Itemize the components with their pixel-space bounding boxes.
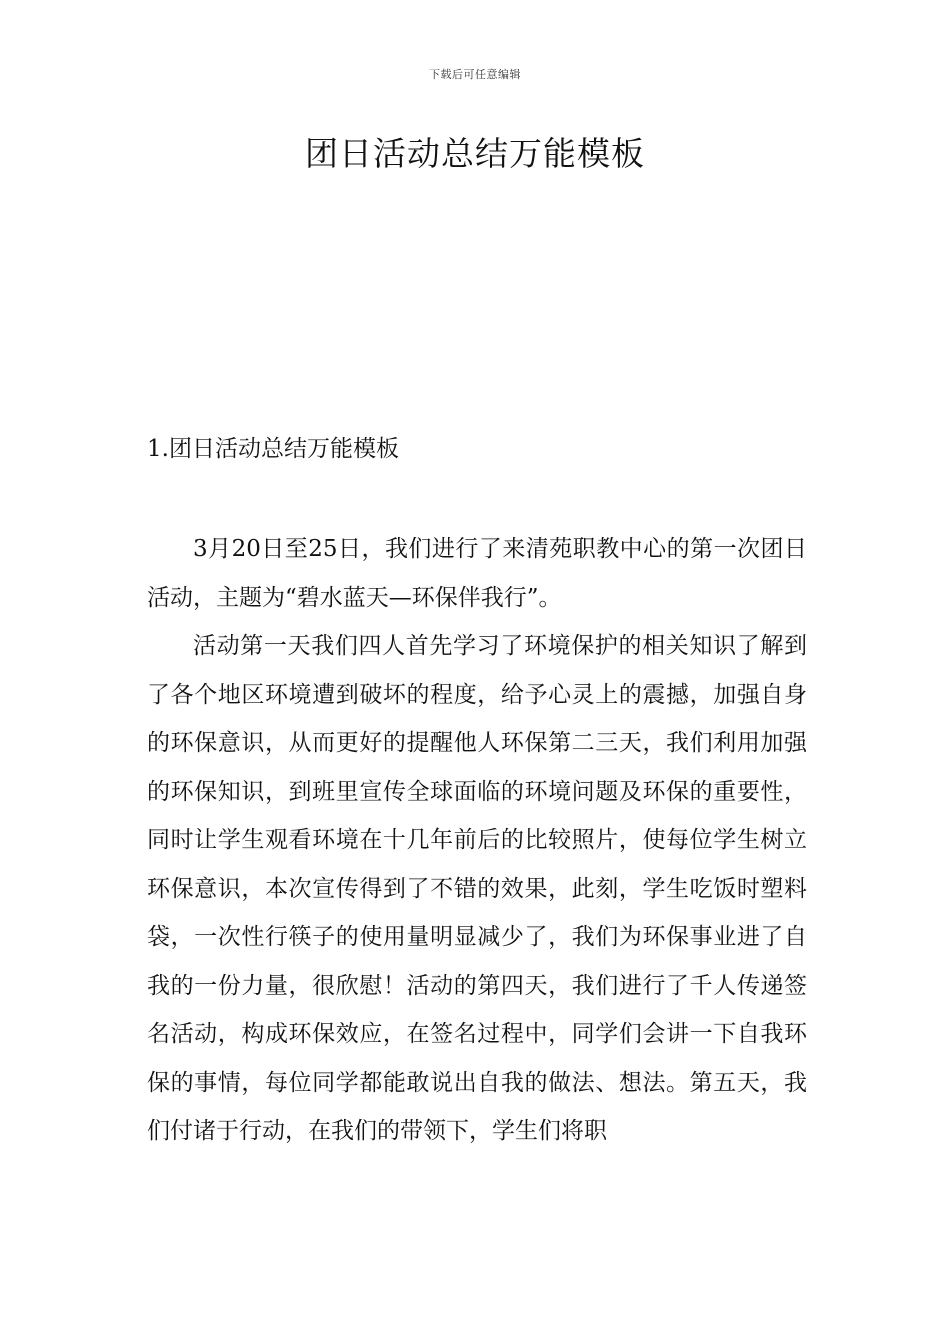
document-title: 团日活动总结万能模板 <box>305 134 645 173</box>
paragraph-2: 活动第一天我们四人首先学习了环境保护的相关知识了解到了各个地区环境遭到破坏的程度，给予心灵上的震撼，加强自身的环保意识，从而更好的提醒他人环保第二三天，我们利用加强的环保知识，到班里宣传全球面临的环境问题及环保的重要性，同时让学生观看环境在十几年前后的比较照片，使每位学生树立环保意识，本次宣传得到了不错的效果，此刻，学生吃饭时塑料袋，一次性行筷子的使用量明显减少了，我们为环保事业进了自我的一份力量，很欣慰！活动的第四天，我们进行了千人传递签名活动，构成环保效应，在签名过程中，同学们会讲一下自我环保的事情，每位同学都能敢说出自我的做法、想法。第五天，我们付诸于行动，在我们的带领下，学生们将职 <box>147 633 807 1144</box>
paragraph-1: 3月20日至25日，我们进行了来清苑职教中心的第一次团日活动，主题为“碧水蓝天—环保伴我行”。 <box>147 536 807 611</box>
header-note: 下载后可任意编辑 <box>429 68 521 81</box>
body-text <box>147 525 807 1156</box>
section-heading: 1.团日活动总结万能模板 <box>147 436 399 462</box>
